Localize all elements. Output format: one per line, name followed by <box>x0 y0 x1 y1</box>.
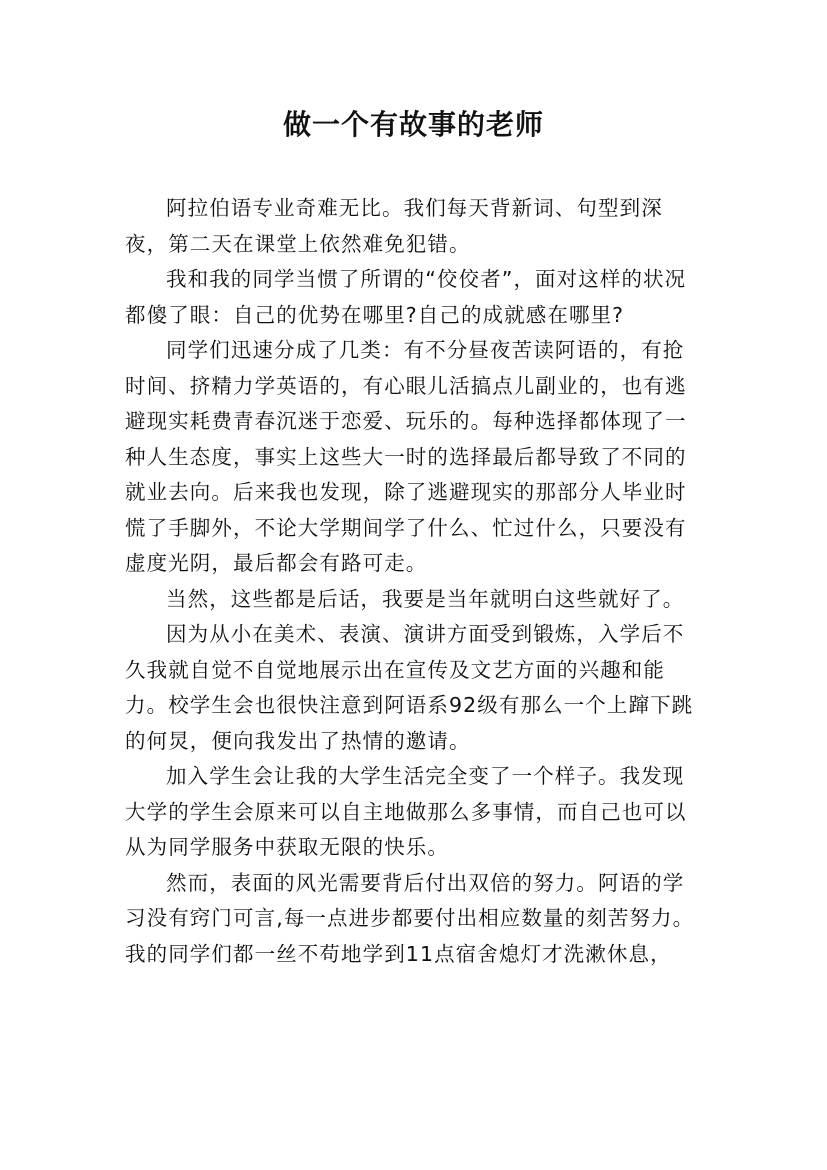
paragraph: 当然，这些都是后话，我要是当年就明白这些就好了。 <box>166 586 685 611</box>
document-title: 做一个有故事的老师 <box>282 108 544 141</box>
paragraph: 加入学生会让我的大学生活完全变了一个样子。我发现大学的学生会原来可以自主地做那么多事情，而自己也可以从为同学服务中获取无限的快乐。 <box>125 764 687 859</box>
document-body <box>125 191 705 972</box>
paragraph: 然而，表面的风光需要背后付出双倍的努力。阿语的学习没有窍门可言,每一点进步都要付出相应数量的刻苦努力。我的同学们都一丝不苟地学到11点宿舍熄灯才洗漱休息， <box>125 870 695 966</box>
paragraph: 阿拉伯语专业奇难无比。我们每天背新词、句型到深夜，第二天在课堂上依然难免犯错。 <box>125 196 663 256</box>
paragraph: 我和我的同学当惯了所谓的“佼佼者”，面对这样的状况都傻了眼：自己的优势在哪里?自己的成就感在哪里? <box>125 267 687 327</box>
paragraph: 因为从小在美术、表演、演讲方面受到锻炼，入学后不久我就自觉不自觉地展示出在宣传及文艺方面的兴趣和能力。校学生会也很快注意到阿语系92级有那么一个上蹿下跳的何炅，便向我发出了热情的邀请。 <box>125 622 694 753</box>
paragraph: 同学们迅速分成了几类：有不分昼夜苦读阿语的，有抢时间、挤精力学英语的，有心眼儿活搞点儿副业的，也有逃避现实耗费青春沉迷于恋爱、玩乐的。每种选择都体现了一种人生态度，事实上这些大一时的选择最后都导致了不同的就业去向。后来我也发现，除了逃避现实的那部分人毕业时慌了手脚外，不论大学期间学了什么、忙过什么，只要没有虚度光阴，最后都会有路可走。 <box>125 338 687 575</box>
